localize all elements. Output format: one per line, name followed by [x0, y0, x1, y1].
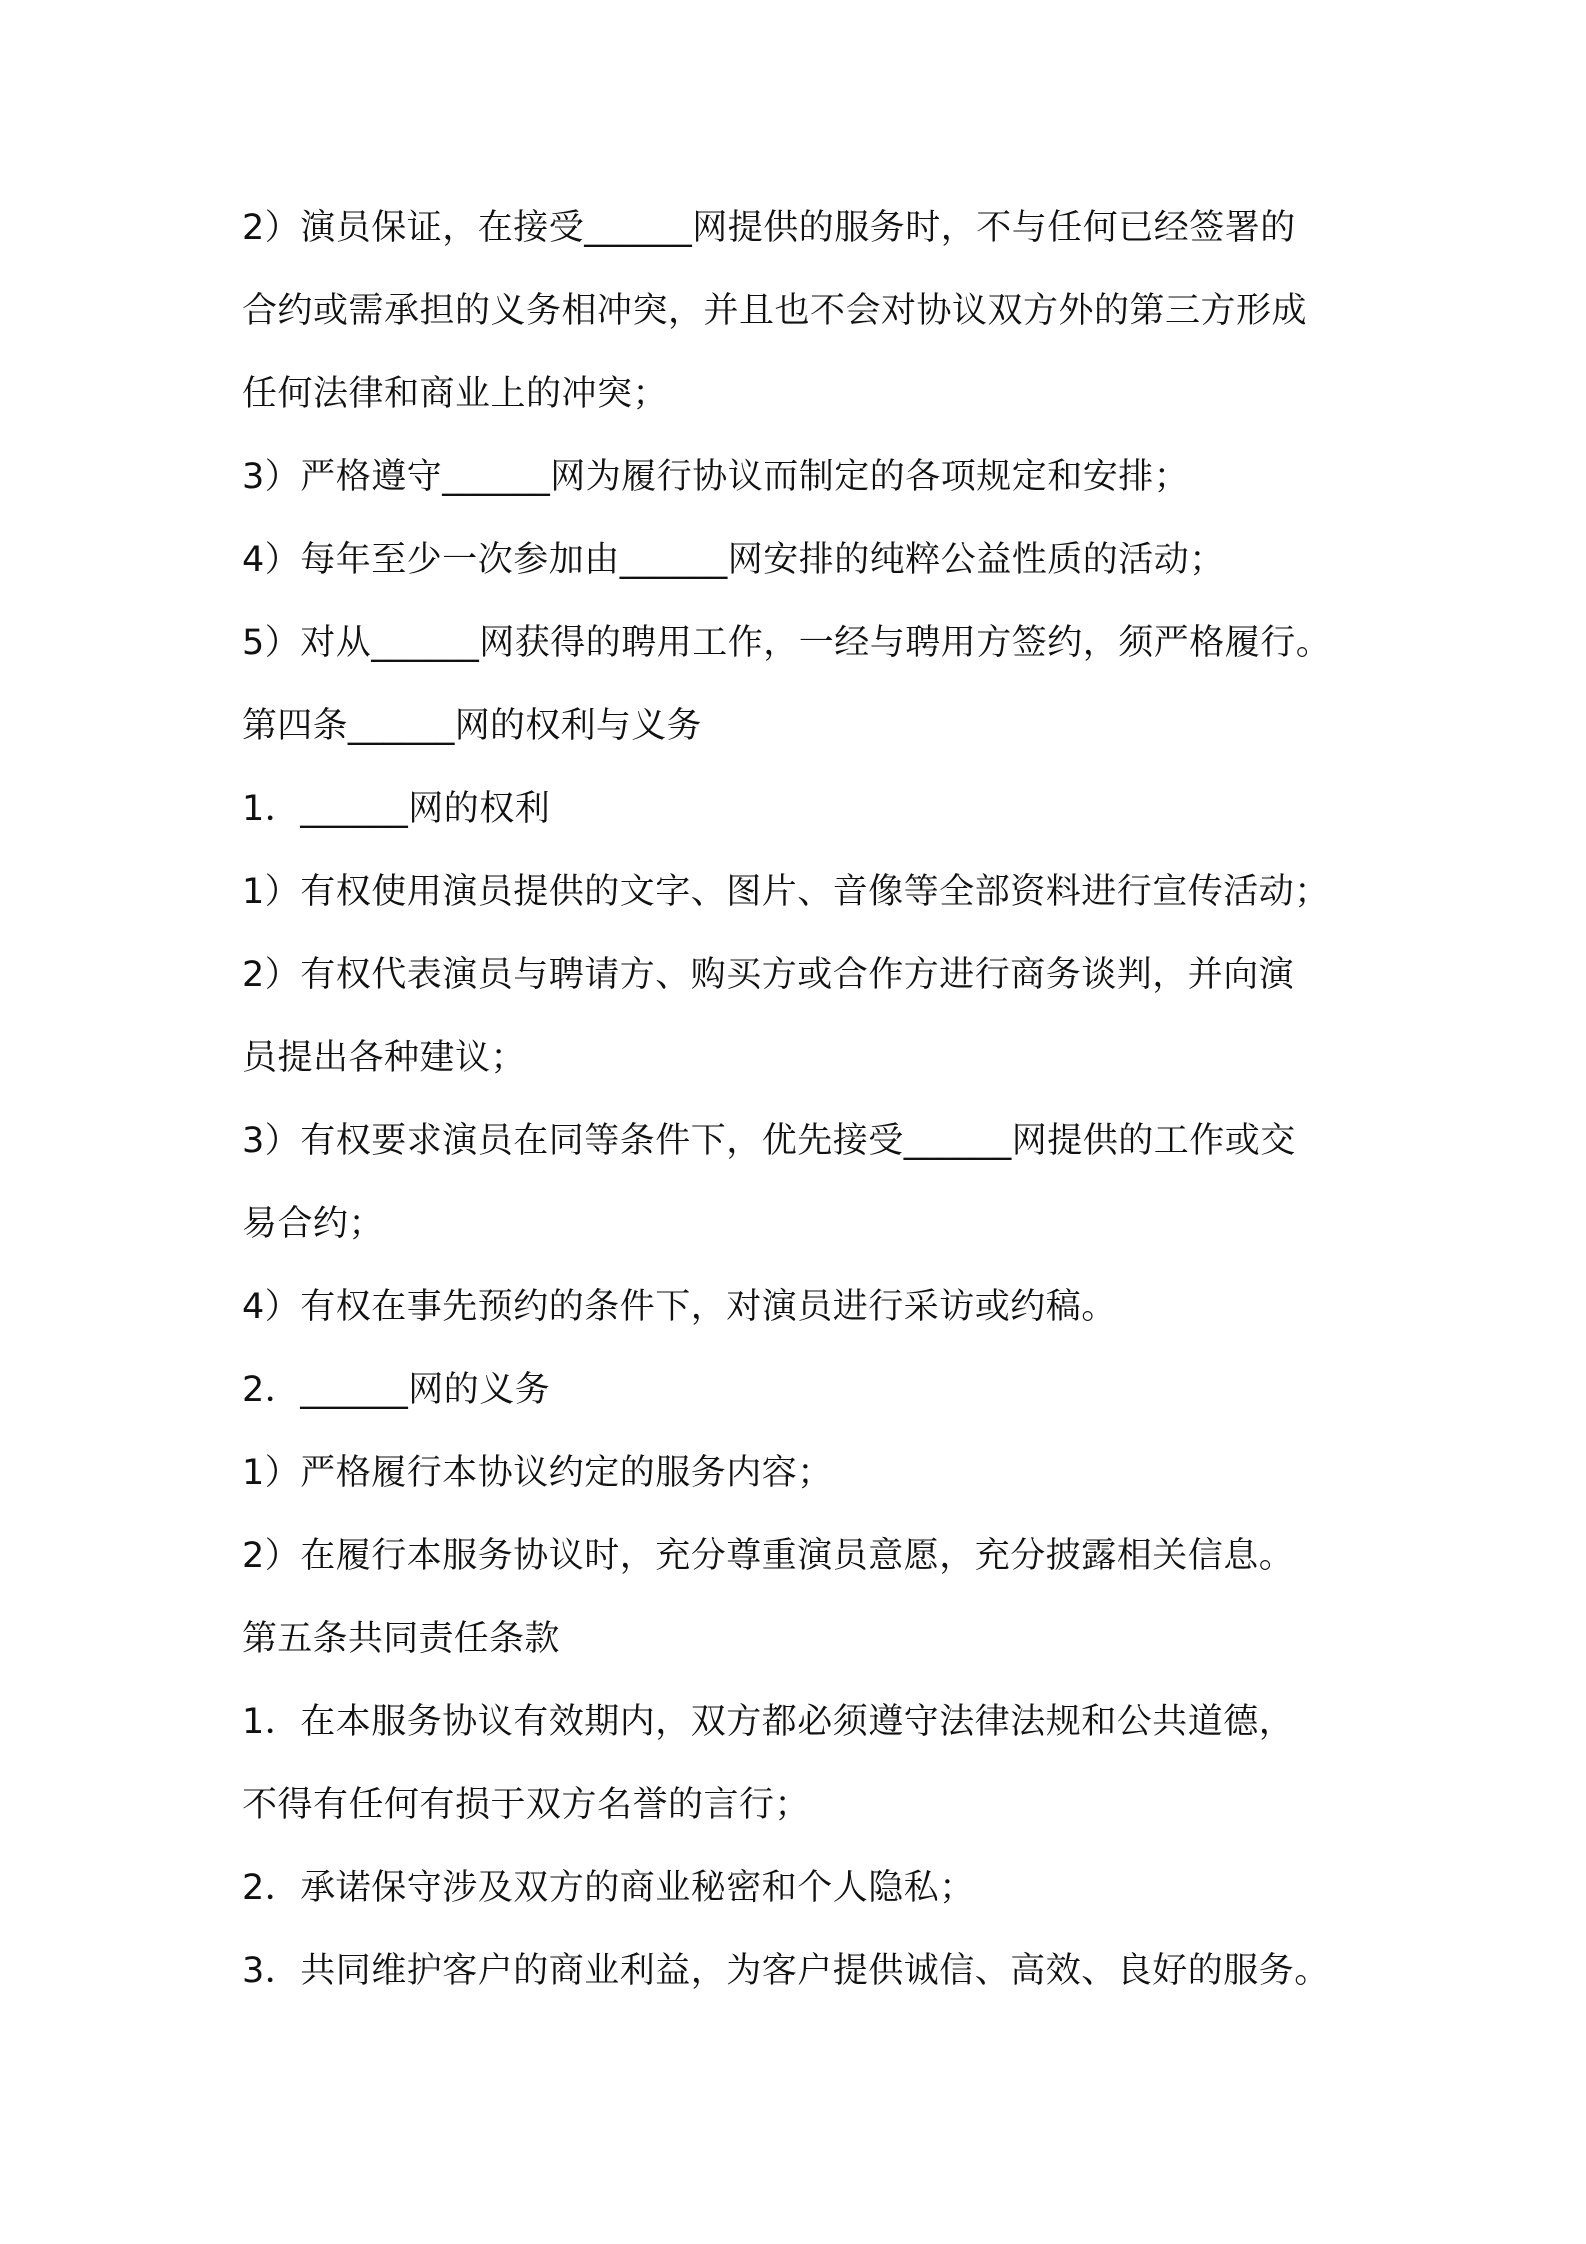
clause-4-1-3-line-2: 易合约；	[242, 1204, 385, 1244]
clause-3-2-line-3: 任何法律和商业上的冲突；	[242, 374, 669, 414]
clause-4-1-3-line-1: 3）有权要求演员在同等条件下，优先接受______网提供的工作或交	[242, 1121, 1296, 1161]
clause-5-2: 2．承诺保守涉及双方的商业秘密和个人隐私；	[242, 1868, 975, 1908]
clause-3-2-line-1: 2）演员保证，在接受______网提供的服务时，不与任何已经签署的	[242, 208, 1296, 248]
clause-5-1-line-2: 不得有任何有损于双方名誉的言行；	[242, 1785, 811, 1825]
clause-5-3: 3．共同维护客户的商业利益，为客户提供诚信、高效、良好的服务。	[242, 1951, 1330, 1991]
article-4-heading: 第四条______网的权利与义务	[242, 706, 702, 746]
clause-4-2-2: 2）在履行本服务协议时，充分尊重演员意愿，充分披露相关信息。	[242, 1536, 1295, 1576]
section-4-1-heading: 1．______网的权利	[242, 789, 551, 829]
clause-4-1-4: 4）有权在事先预约的条件下，对演员进行采访或约稿。	[242, 1287, 1117, 1327]
clause-5-1-line-1: 1．在本服务协议有效期内，双方都必须遵守法律法规和公共道德，	[242, 1702, 1295, 1742]
clause-4-1-1: 1）有权使用演员提供的文字、图片、音像等全部资料进行宣传活动；	[242, 872, 1330, 912]
clause-3-4: 4）每年至少一次参加由______网安排的纯粹公益性质的活动；	[242, 540, 1225, 580]
clause-3-3: 3）严格遵守______网为履行协议而制定的各项规定和安排；	[242, 457, 1190, 497]
section-4-2-heading: 2．______网的义务	[242, 1370, 551, 1410]
clause-4-1-2-line-1: 2）有权代表演员与聘请方、购买方或合作方进行商务谈判，并向演	[242, 955, 1295, 995]
clause-3-5: 5）对从______网获得的聘用工作，一经与聘用方签约，须严格履行。	[242, 623, 1332, 663]
clause-4-2-1: 1）严格履行本协议约定的服务内容；	[242, 1453, 833, 1493]
clause-3-2-line-2: 合约或需承担的义务相冲突，并且也不会对协议双方外的第三方形成	[242, 291, 1308, 331]
clause-4-1-2-line-2: 员提出各种建议；	[242, 1038, 527, 1078]
article-5-heading: 第五条共同责任条款	[242, 1619, 560, 1659]
